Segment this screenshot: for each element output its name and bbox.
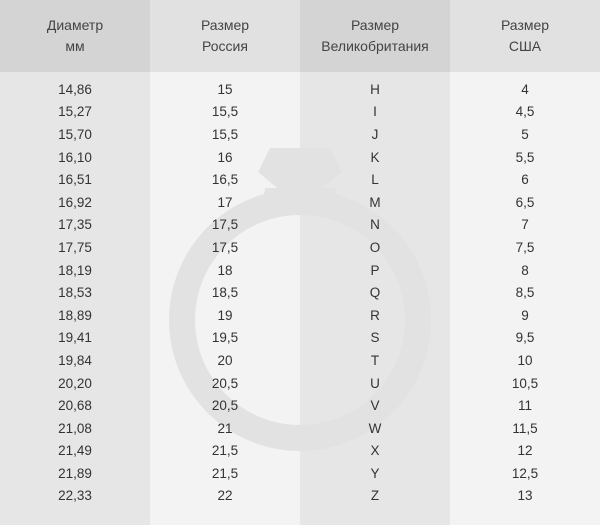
cell-usa: 11,5 bbox=[512, 420, 538, 436]
table-row bbox=[0, 281, 600, 304]
cell-russia: 18 bbox=[217, 262, 233, 278]
header-diameter-line1: Диаметр bbox=[46, 17, 104, 33]
cell-usa: 6,5 bbox=[515, 194, 535, 210]
cell-usa: 8,5 bbox=[515, 285, 535, 301]
cell-diameter: 20,20 bbox=[58, 375, 92, 391]
cell-russia: 21,5 bbox=[211, 465, 239, 481]
cell-usa: 12 bbox=[517, 443, 533, 459]
table-row bbox=[0, 394, 600, 417]
table-row bbox=[0, 101, 600, 124]
cell-diameter: 18,19 bbox=[58, 262, 92, 278]
cell-usa: 5,5 bbox=[515, 149, 535, 165]
table-row bbox=[0, 236, 600, 259]
cell-usa: 9 bbox=[521, 307, 529, 323]
cell-diameter: 16,10 bbox=[58, 149, 92, 165]
cell-usa: 10 bbox=[517, 352, 533, 368]
cell-russia: 20,5 bbox=[211, 398, 239, 414]
cell-diameter: 22,33 bbox=[58, 488, 92, 504]
cell-diameter: 20,68 bbox=[58, 398, 92, 414]
header-russia bbox=[150, 0, 300, 72]
cell-usa: 13 bbox=[517, 488, 533, 504]
table-row bbox=[0, 304, 600, 327]
table-row bbox=[0, 191, 600, 214]
cell-uk: M bbox=[369, 194, 381, 210]
cell-diameter: 14,86 bbox=[58, 81, 92, 97]
header-diameter-line2: мм bbox=[65, 38, 85, 54]
header-russia-line1: Размер bbox=[200, 17, 250, 33]
cell-russia: 21,5 bbox=[211, 443, 239, 459]
cell-diameter: 17,75 bbox=[58, 239, 92, 255]
cell-usa: 12,5 bbox=[511, 465, 539, 481]
cell-uk: V bbox=[370, 398, 380, 414]
cell-russia: 15 bbox=[217, 81, 233, 97]
header-usa bbox=[450, 0, 600, 72]
cell-russia: 18,5 bbox=[211, 285, 239, 301]
cell-usa: 6 bbox=[521, 172, 529, 188]
table-row bbox=[0, 146, 600, 169]
table-header bbox=[0, 0, 600, 72]
cell-usa: 8 bbox=[521, 262, 529, 278]
cell-uk: K bbox=[370, 149, 380, 165]
table-row bbox=[0, 462, 600, 485]
table-row bbox=[0, 123, 600, 146]
cell-usa: 10,5 bbox=[511, 375, 539, 391]
cell-uk: R bbox=[370, 307, 380, 323]
cell-russia: 17,5 bbox=[211, 217, 239, 233]
cell-uk: T bbox=[370, 352, 380, 368]
header-uk-line2: Великобритания bbox=[321, 38, 429, 54]
cell-diameter: 21,49 bbox=[58, 443, 92, 459]
header-diameter bbox=[0, 0, 150, 72]
cell-russia: 19,5 bbox=[211, 330, 239, 346]
cell-russia: 22 bbox=[217, 488, 233, 504]
cell-uk: U bbox=[370, 375, 380, 391]
cell-diameter: 21,08 bbox=[58, 420, 92, 436]
cell-uk: Y bbox=[370, 465, 380, 481]
cell-usa: 7 bbox=[521, 217, 529, 233]
cell-russia: 15,5 bbox=[211, 104, 239, 120]
table-body bbox=[0, 78, 600, 507]
cell-uk: J bbox=[371, 126, 379, 142]
table-row bbox=[0, 349, 600, 372]
cell-russia: 21 bbox=[217, 420, 233, 436]
cell-uk: W bbox=[368, 420, 382, 436]
table-row bbox=[0, 168, 600, 191]
cell-diameter: 17,35 bbox=[58, 217, 92, 233]
cell-diameter: 19,41 bbox=[58, 330, 92, 346]
cell-usa: 11 bbox=[517, 398, 532, 414]
table-row bbox=[0, 372, 600, 395]
cell-diameter: 16,92 bbox=[58, 194, 92, 210]
table-row bbox=[0, 417, 600, 440]
cell-diameter: 19,84 bbox=[58, 352, 92, 368]
cell-uk: S bbox=[370, 330, 380, 346]
cell-diameter: 21,89 bbox=[58, 465, 92, 481]
cell-russia: 20,5 bbox=[211, 375, 239, 391]
table-row bbox=[0, 259, 600, 282]
cell-russia: 17,5 bbox=[211, 239, 239, 255]
cell-russia: 20 bbox=[217, 352, 233, 368]
table-row bbox=[0, 485, 600, 508]
cell-usa: 4 bbox=[521, 81, 529, 97]
cell-usa: 4,5 bbox=[515, 104, 535, 120]
cell-russia: 16 bbox=[217, 149, 233, 165]
cell-uk: N bbox=[370, 217, 380, 233]
cell-uk: Q bbox=[369, 285, 381, 301]
cell-uk: I bbox=[373, 104, 377, 120]
header-russia-line2: Россия bbox=[202, 38, 248, 54]
cell-uk: X bbox=[370, 443, 380, 459]
cell-diameter: 15,70 bbox=[58, 126, 92, 142]
cell-uk: L bbox=[371, 172, 379, 188]
cell-usa: 5 bbox=[521, 126, 529, 142]
cell-diameter: 15,27 bbox=[58, 104, 92, 120]
cell-russia: 19 bbox=[217, 307, 233, 323]
cell-diameter: 18,89 bbox=[58, 307, 92, 323]
cell-russia: 15,5 bbox=[211, 126, 239, 142]
cell-russia: 17 bbox=[217, 194, 233, 210]
cell-uk: O bbox=[369, 239, 381, 255]
cell-uk: P bbox=[370, 262, 380, 278]
cell-diameter: 18,53 bbox=[58, 285, 92, 301]
cell-uk: H bbox=[370, 81, 380, 97]
cell-usa: 9,5 bbox=[515, 330, 535, 346]
header-usa-line2: США bbox=[508, 38, 542, 54]
table-row bbox=[0, 78, 600, 101]
cell-usa: 7,5 bbox=[515, 239, 535, 255]
header-usa-line1: Размер bbox=[500, 17, 550, 33]
table-row bbox=[0, 214, 600, 237]
header-uk bbox=[300, 0, 450, 72]
cell-russia: 16,5 bbox=[211, 172, 239, 188]
cell-uk: Z bbox=[370, 488, 380, 504]
cell-diameter: 16,51 bbox=[58, 172, 92, 188]
table-row bbox=[0, 327, 600, 350]
table-row bbox=[0, 440, 600, 463]
header-uk-line1: Размер bbox=[350, 17, 400, 33]
